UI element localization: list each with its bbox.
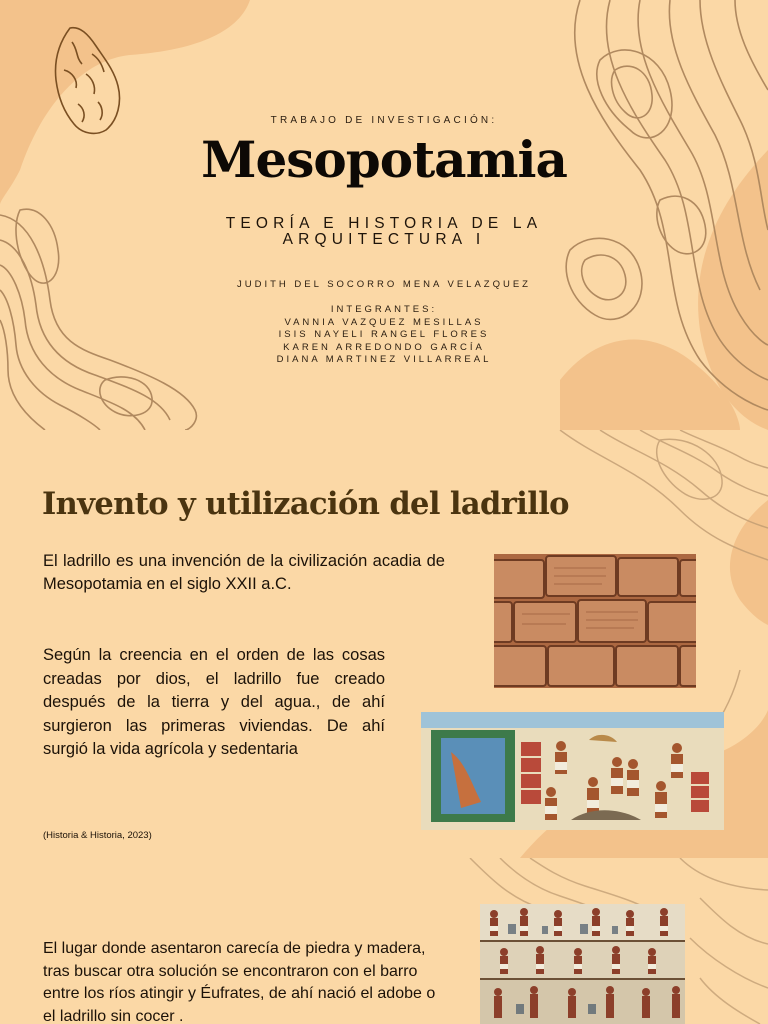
citation: (Historia & Historia, 2023): [43, 830, 152, 841]
kicker-label: TRABAJO DE INVESTIGACIÓN:: [270, 115, 498, 126]
section-heading: Invento y utilización del ladrillo: [42, 486, 569, 522]
members-list: [0, 304, 768, 367]
brick-invention-slide: [0, 430, 768, 858]
paragraph-adobe: El lugar donde asentaron carecía de piedra y madera, tras buscar otra solución se encontraron con el barro entre los ríos atingir y Éufrates, de ahí nació el adobe o el ladrillo sin cocer .: [43, 940, 436, 1024]
brickmaking-mural-image: [421, 712, 724, 830]
paragraph-brick-belief: Según la creencia en el orden de las cosas creadas por dios, el ladrillo fue creado después de la tierra y del agua., de ahí surgieron las primeras viviendas. De ahí surgió la vida agrícola y sedentaria: [43, 646, 385, 758]
member-name: DIANA MARTINEZ VILLARREAL: [276, 354, 492, 365]
title-slide: [0, 0, 768, 430]
workers-mural-image: [480, 904, 685, 1024]
members-label: INTEGRANTES:: [330, 304, 438, 315]
subtitle: [0, 216, 768, 248]
member-name: ISIS NAYELI RANGEL FLORES: [278, 329, 490, 340]
paragraph-brick-origin: El ladrillo es una invención de la civilización acadia de Mesopotamia en el siglo XXII a.C.: [43, 552, 445, 593]
member-name: KAREN ARREDONDO GARCÍA: [283, 341, 485, 353]
adobe-slide: [0, 858, 768, 1024]
subtitle-line: ARQUITECTURA I: [282, 231, 486, 248]
member-name: VANNIA VAZQUEZ MESILLAS: [284, 316, 484, 328]
author-name: JUDITH DEL SOCORRO MENA VELAZQUEZ: [237, 279, 531, 290]
subtitle-line: TEORÍA E HISTORIA DE LA: [225, 215, 543, 232]
page-title: Mesopotamia: [201, 130, 567, 189]
brick-wall-image: [494, 554, 696, 688]
